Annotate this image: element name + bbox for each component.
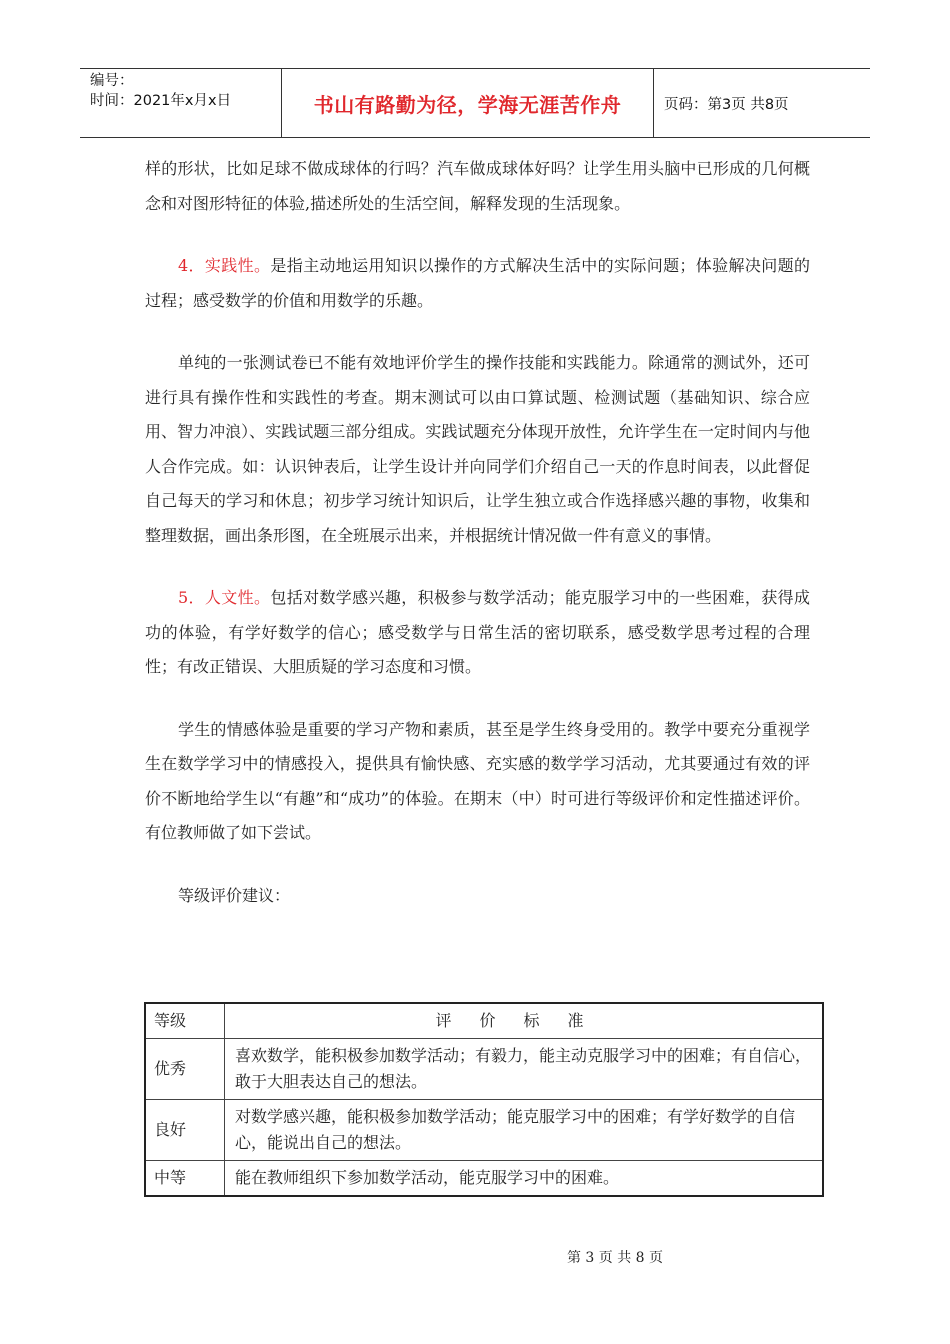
grading-table bbox=[144, 1002, 824, 1197]
grade-level: 优秀 bbox=[145, 1039, 225, 1100]
grade-level: 中等 bbox=[145, 1161, 225, 1197]
section-heading: 5．人文性。 bbox=[178, 588, 271, 607]
paragraph: 学生的情感体验是重要的学习产物和素质，甚至是学生终身受用的。教学中要充分重视学生在数学学习中的情感投入，提供具有愉快感、充实感的数学学习活动，尤其要通过有效的评价不断地给学生以“有趣”和“成功”的体验。在期末（中）时可进行等级评价和定性描述评价。有位教师做了如下尝试。 bbox=[145, 719, 810, 842]
page-header bbox=[80, 68, 870, 138]
header-motto: 书山有路勤为径，学海无涯苦作舟 bbox=[282, 69, 654, 137]
document-number-label: 编号： bbox=[90, 73, 134, 89]
document-date: 时间：2021年x月x日 bbox=[90, 93, 232, 109]
table-header-cell: 评价标准 bbox=[225, 1003, 824, 1039]
paragraph: 4．实践性。是指主动地运用知识以操作的方式解决生活中的实际问题；体验解决问题的过程；感受数学的价值和用数学的乐趣。 bbox=[145, 256, 810, 310]
table-header-cell: 等级 bbox=[145, 1003, 225, 1039]
header-page-info: 页码：第3页 共8页 bbox=[664, 96, 789, 113]
paragraph: 等级评价建议： bbox=[178, 885, 291, 905]
header-meta bbox=[80, 69, 282, 137]
grade-level: 良好 bbox=[145, 1100, 225, 1161]
page-footer: 第 3 页 共 8 页 bbox=[566, 1250, 664, 1266]
paragraph: 样的形状，比如足球不做成球体的行吗？汽车做成球体好吗？让学生用头脑中已形成的几何概念和对图形特征的体验,描述所处的生活空间，解释发现的生活现象。 bbox=[145, 159, 810, 213]
paragraph: 5．人文性。包括对数学感兴趣，积极参与数学活动；能克服学习中的一些困难，获得成功的体验，有学好数学的信心；感受数学与日常生活的密切联系，感受数学思考过程的合理性；有改正错误、大胆质疑的学习态度和习惯。 bbox=[145, 588, 810, 676]
table-row bbox=[145, 1039, 823, 1100]
document-body bbox=[145, 152, 810, 913]
table-row bbox=[145, 1100, 823, 1161]
grade-criteria: 喜欢数学，能积极参加数学活动；有毅力，能主动克服学习中的困难；有自信心，敢于大胆表达自己的想法。 bbox=[225, 1039, 824, 1100]
grade-criteria: 能在教师组织下参加数学活动，能克服学习中的困难。 bbox=[225, 1161, 824, 1197]
paragraph: 单纯的一张测试卷已不能有效地评价学生的操作技能和实践能力。除通常的测试外，还可进行具有操作性和实践性的考查。期末测试可以由口算试题、检测试题（基础知识、综合应用、智力冲浪）、实践试题三部分组成。实践试题充分体现开放性，允许学生在一定时间内与他人合作完成。如：认识钟表后，让学生设计并向同学们介绍自己一天的作息时间表，以此督促自己每天的学习和休息；初步学习统计知识后，让学生独立或合作选择感兴趣的事物，收集和整理数据，画出条形图，在全班展示出来，并根据统计情况做一件有意义的事情。 bbox=[145, 353, 810, 545]
section-heading: 4．实践性。 bbox=[178, 256, 271, 275]
table-row bbox=[145, 1161, 823, 1197]
table-header-row bbox=[145, 1003, 823, 1039]
grade-criteria: 对数学感兴趣，能积极参加数学活动；能克服学习中的困难；有学好数学的自信心，能说出自己的想法。 bbox=[225, 1100, 824, 1161]
